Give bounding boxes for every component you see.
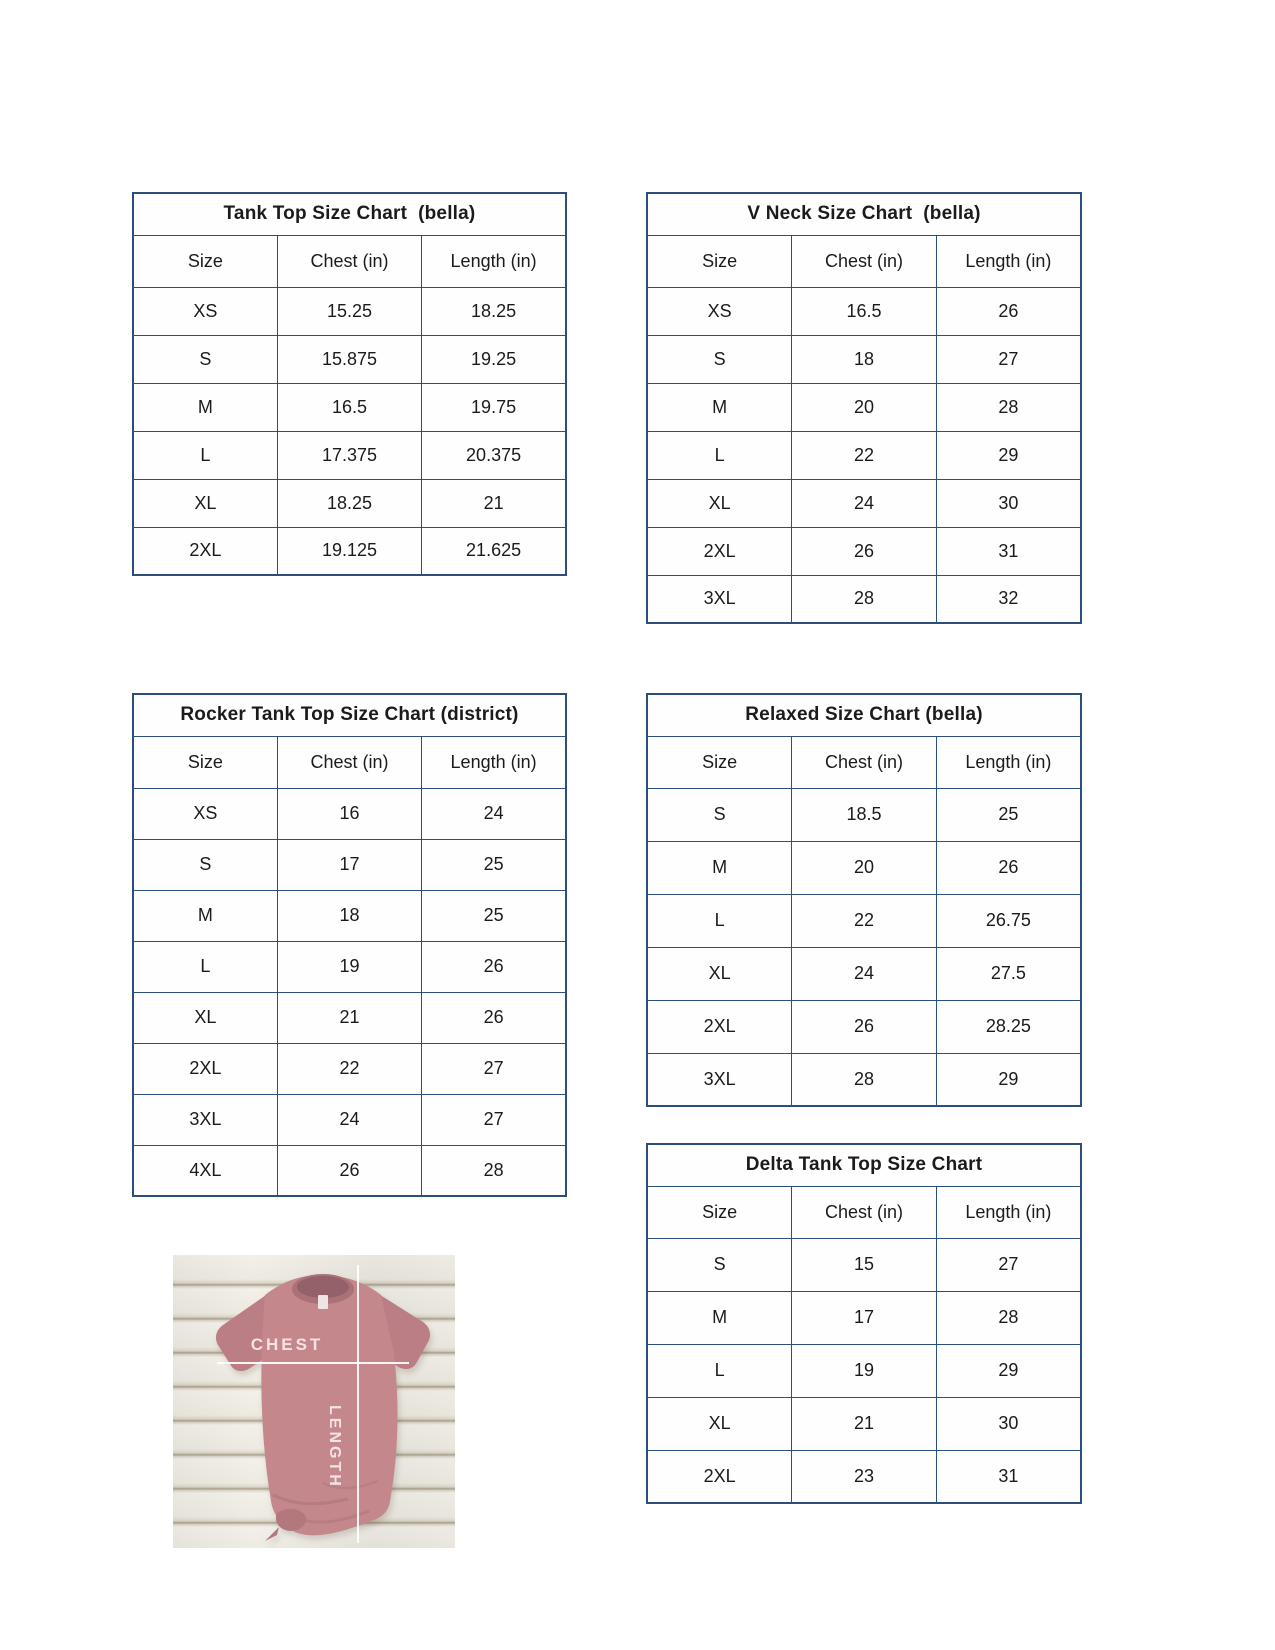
table-row [133,1043,566,1094]
size-cell: 27.5 [936,947,1081,1000]
size-cell: S [133,335,277,383]
chest-label: CHEST [250,1335,324,1354]
size-cell: 32 [936,575,1081,623]
column-header: Chest (in) [277,235,421,287]
size-guide-photo [173,1255,455,1548]
size-cell: 17.375 [277,431,421,479]
size-cell: XL [647,1397,792,1450]
size-cell: 22 [277,1043,421,1094]
column-header: Size [133,235,277,287]
table-row [133,941,566,992]
size-cell: 2XL [647,1450,792,1503]
size-cell: 27 [936,335,1081,383]
size-cell: 17 [277,839,421,890]
size-cell: XL [647,947,792,1000]
size-cell: 16.5 [277,383,421,431]
size-cell: 24 [422,788,566,839]
size-cell: 21 [792,1397,937,1450]
size-cell: 28 [936,383,1081,431]
size-cell: 18.25 [422,287,566,335]
table-title-row [647,694,1081,736]
table-header-row [647,235,1081,287]
size-cell: 25 [936,788,1081,841]
size-cell: 19.125 [277,527,421,575]
size-cell: L [647,1344,792,1397]
table-row [647,383,1081,431]
size-cell: 22 [792,431,937,479]
size-cell: 3XL [133,1094,277,1145]
table-row [647,479,1081,527]
delta-tank-top-table [646,1143,1082,1504]
size-cell: 29 [936,1344,1081,1397]
size-cell: 19.75 [422,383,566,431]
column-header: Size [647,1186,792,1238]
table-header-row [647,736,1081,788]
tshirt-hem-knot [265,1509,306,1541]
table-title-row [647,1144,1081,1186]
table-title: Relaxed Size Chart (bella) [647,694,1081,736]
size-cell: L [647,431,792,479]
column-header: Length (in) [422,736,566,788]
table-header-row [133,736,566,788]
table-row [133,890,566,941]
size-cell: M [133,383,277,431]
size-cell: M [133,890,277,941]
size-cell: 21 [277,992,421,1043]
table-title: Rocker Tank Top Size Chart (district) [133,694,566,736]
size-cell: 16.5 [792,287,937,335]
size-cell: 2XL [133,1043,277,1094]
size-cell: 23 [792,1450,937,1503]
table-row [647,1450,1081,1503]
table-row [133,527,566,575]
length-label: LENGTH [326,1405,343,1489]
tank-top-size-chart [132,192,567,576]
size-cell: 18.5 [792,788,937,841]
size-cell: 31 [936,527,1081,575]
size-cell: 26 [792,1000,937,1053]
v-neck-size-chart [646,192,1082,624]
table-row [133,287,566,335]
size-cell: 19 [792,1344,937,1397]
size-cell: M [647,383,792,431]
table-row [647,335,1081,383]
table-row [133,383,566,431]
table-title-row [647,193,1081,235]
table-row [647,1053,1081,1106]
table-row [647,947,1081,1000]
size-cell: 25 [422,839,566,890]
table-title: Delta Tank Top Size Chart [647,1144,1081,1186]
size-cell: 25 [422,890,566,941]
length-measure-line [357,1265,359,1543]
column-header: Length (in) [936,736,1081,788]
tshirt-illustration [173,1255,455,1548]
table-row [133,479,566,527]
table-row [133,431,566,479]
size-cell: 26.75 [936,894,1081,947]
size-cell: 28 [792,575,937,623]
delta-tank-top-size-chart [646,1143,1082,1504]
size-cell: 15.875 [277,335,421,383]
size-cell: S [133,839,277,890]
size-cell: 27 [422,1094,566,1145]
size-cell: XS [133,788,277,839]
size-cell: L [133,941,277,992]
table-row [133,1094,566,1145]
table-row [647,1291,1081,1344]
size-cell: XS [647,287,792,335]
size-cell: XS [133,287,277,335]
table-row [647,1238,1081,1291]
table-title: Tank Top Size Chart (bella) [133,193,566,235]
table-row [647,894,1081,947]
size-cell: 4XL [133,1145,277,1196]
size-cell: 15.25 [277,287,421,335]
size-cell: 18.25 [277,479,421,527]
column-header: Chest (in) [792,736,937,788]
size-cell: 18 [792,335,937,383]
size-cell: S [647,1238,792,1291]
rocker-tank-top-table [132,693,567,1197]
rocker-tank-top-size-chart [132,693,567,1197]
size-cell: 20 [792,383,937,431]
size-cell: 2XL [133,527,277,575]
size-cell: 26 [936,287,1081,335]
size-cell: L [647,894,792,947]
size-cell: XL [133,992,277,1043]
size-cell: 18 [277,890,421,941]
size-cell: 27 [936,1238,1081,1291]
size-cell: 28.25 [936,1000,1081,1053]
size-cell: XL [647,479,792,527]
size-cell: M [647,841,792,894]
column-header: Length (in) [936,235,1081,287]
column-header: Size [647,235,792,287]
size-cell: 20.375 [422,431,566,479]
relaxed-size-chart [646,693,1082,1107]
chest-measure-line [217,1362,409,1364]
size-cell: 21.625 [422,527,566,575]
size-cell: S [647,335,792,383]
size-cell: 22 [792,894,937,947]
size-cell: 30 [936,1397,1081,1450]
size-cell: 26 [792,527,937,575]
column-header: Size [647,736,792,788]
table-row [647,431,1081,479]
table-row [647,575,1081,623]
size-cell: S [647,788,792,841]
table-row [647,287,1081,335]
size-cell: XL [133,479,277,527]
table-row [647,1344,1081,1397]
size-cell: 2XL [647,1000,792,1053]
table-row [133,1145,566,1196]
size-cell: 20 [792,841,937,894]
table-header-row [647,1186,1081,1238]
size-cell: 19.25 [422,335,566,383]
tshirt-neck-tag [318,1295,328,1309]
size-cell: 26 [936,841,1081,894]
size-cell: M [647,1291,792,1344]
size-cell: 28 [422,1145,566,1196]
size-cell: 24 [792,947,937,1000]
table-row [133,992,566,1043]
size-cell: L [133,431,277,479]
table-title-row [133,694,566,736]
size-cell: 27 [422,1043,566,1094]
size-cell: 26 [422,992,566,1043]
table-header-row [133,235,566,287]
size-cell: 3XL [647,575,792,623]
size-cell: 24 [792,479,937,527]
column-header: Length (in) [936,1186,1081,1238]
table-row [647,527,1081,575]
column-header: Chest (in) [792,235,937,287]
size-cell: 17 [792,1291,937,1344]
table-row [133,839,566,890]
size-cell: 21 [422,479,566,527]
size-cell: 2XL [647,527,792,575]
column-header: Size [133,736,277,788]
size-cell: 15 [792,1238,937,1291]
v-neck-table [646,192,1082,624]
size-cell: 28 [792,1053,937,1106]
column-header: Chest (in) [277,736,421,788]
size-cell: 3XL [647,1053,792,1106]
size-cell: 24 [277,1094,421,1145]
tshirt-neck-opening [297,1276,349,1298]
size-cell: 26 [422,941,566,992]
column-header: Length (in) [422,235,566,287]
tank-top-table [132,192,567,576]
table-title-row [133,193,566,235]
size-cell: 29 [936,1053,1081,1106]
table-row [647,788,1081,841]
table-row [133,788,566,839]
column-header: Chest (in) [792,1186,937,1238]
table-row [647,1397,1081,1450]
relaxed-table [646,693,1082,1107]
size-cell: 26 [277,1145,421,1196]
table-row [647,841,1081,894]
table-title: V Neck Size Chart (bella) [647,193,1081,235]
size-cell: 19 [277,941,421,992]
size-cell: 28 [936,1291,1081,1344]
size-cell: 29 [936,431,1081,479]
size-cell: 31 [936,1450,1081,1503]
size-cell: 16 [277,788,421,839]
table-row [133,335,566,383]
size-cell: 30 [936,479,1081,527]
table-row [647,1000,1081,1053]
